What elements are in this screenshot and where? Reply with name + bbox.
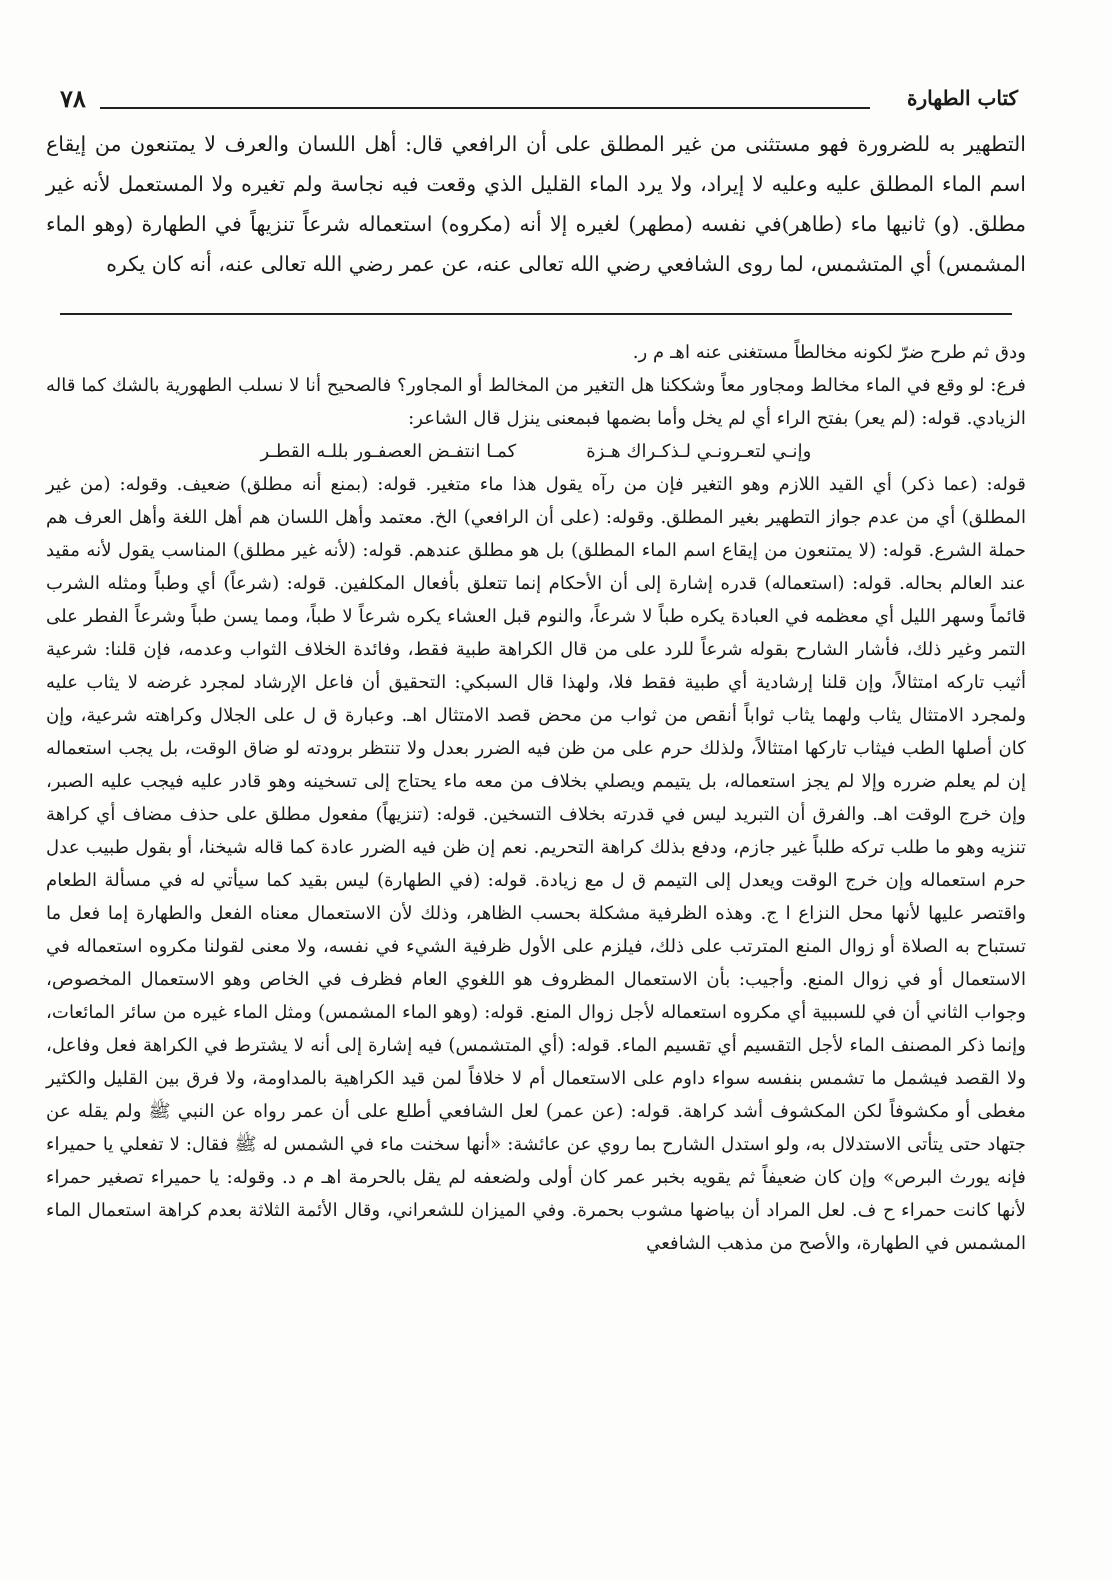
commentary-paragraph-2: فرع: لو وقع في الماء مخالط ومجاور معاً وشككنا هل التغير من المخالط أو المجاور؟ فالصحيح أنا لا نسلب الطهورية بالشك كما قاله الزيادي. قوله: (لم يعر) بفتح الراء أي لم يخل وأما بضمها فبمعنى ينزل قال الشاعر: xyxy=(46,375,1026,429)
verse-hemistich-left: كمـا انتفـض العصفـور بللـه القطـر xyxy=(260,441,517,462)
running-title: كتاب الطهارة xyxy=(907,86,1018,110)
page-number: ٧٨ xyxy=(60,84,86,113)
verse-hemistich-right: وإنـي لتعـرونـي لـذكـراك هـزة xyxy=(586,441,812,462)
main-text-block: التطهير به للضرورة فهو مستثنى من غير المطلق على أن الرافعي قال: أهل اللسان والعرف لا يمتنعون من إيقاع اسم الماء المطلق عليه وعليه لا إيراد، ولا يرد الماء القليل الذي وقعت فيه نجاسة ولم تغيره ولا المستعمل لأنه غير مطلق. (و) ثانيها ماء (طاهر)في نفسه (مطهر) لغيره إلا أنه (مكروه) استعماله شرعاً تنزيهاً في الطهارة (وهو الماء المشمس) أي المتشمس، لما روى الشافعي رضي الله تعالى عنه، عن عمر رضي الله تعالى عنه، أنه كان يكره xyxy=(46,132,1026,276)
poetry-verse xyxy=(46,435,1026,468)
commentary-block xyxy=(46,336,1026,1260)
page-header xyxy=(60,84,1018,120)
commentary-paragraph-3: قوله: (عما ذكر) أي القيد اللازم وهو التغير فإن من رآه يقول هذا ماء متغير. قوله: (بمنع أنه مطلق) ضعيف. وقوله: (من غير المطلق) أي من عدم جواز التطهير بغير المطلق. وقوله: (على أن الرافعي) الخ. معتمد وأهل اللسان هم أهل اللغة وأهل العرف هم حملة الشرع. قوله: (لا يمتنعون من إيقاع اسم الماء المطلق) بل هو مطلق عندهم. قوله: (لأنه غير مطلق) المناسب يقول لأنه مقيد عند العالم بحاله. قوله: (استعماله) قدره إشارة إلى أن الأحكام إنما تتعلق بأفعال المكلفين. قوله: (شرعاً) أي وطباً ومثله الشرب قائماً وسهر الليل أي معظمه في العبادة يكره طباً لا شرعاً، والنوم قبل العشاء يكره شرعاً لا طباً، ومما يسن طباً وشرعاً الفطر على التمر وغير ذلك، فأشار الشارح بقوله شرعاً للرد على من قال الكراهة طبية فقط، وفائدة الخلاف الثواب وعدمه، فإن قلنا: شرعية أثيب تاركه امتثالاً، وإن قلنا إرشادية أي طبية فقط فلا، ولهذا قال السبكي: التحقيق أن فاعل الإرشاد لمجرد غرضه لا يثاب عليه ولمجرد الامتثال يثاب ولهما يثاب ثواباً أنقص من ثواب من محض قصد الامتثال اهـ. وعبارة ق ل على الجلال وكراهته شرعية، وإن كان أصلها الطب فيثاب تاركها امتثالاً، ولذلك حرم على من ظن فيه الضرر بعدل ولا تنتظر برودته لو ضاق الوقت، بل يجب استعماله إن لم يعلم ضرره وإلا لم يجز استعماله، بل يتيمم ويصلي بخلاف من معه ماء يحتاج إلى تسخينه وهو قادر عليه فيجب عليه الصبر، وإن خرج الوقت اهـ. والفرق أن التبريد ليس في قدرته بخلاف التسخين. قوله: (تنزيهاً) مفعول مطلق على حذف مضاف أي كراهة تنزيه وهو ما طلب تركه طلباً غير جازم، ودفع بذلك كراهة التحريم. نعم إن ظن فيه الضرر عادة كما قاله شيخنا، أو بقول طبيب عدل حرم استعماله وإن خرج الوقت ويعدل إلى التيمم ق ل مع زيادة. قوله: (في الطهارة) ليس بقيد كما سيأتي له في مسألة الطعام واقتصر عليها لأنها محل النزاع ا ج. وهذه الظرفية مشكلة بحسب الظاهر، وذلك لأن الاستعمال معناه الفعل والطهارة إما فعل ما تستباح به الصلاة أو زوال المنع المترتب على ذلك، فيلزم على الأول ظرفية الشيء في نفسه، ولا معنى لقولنا مكروه استعماله في الاستعمال أو في زوال المنع. وأجيب: بأن الاستعمال المظروف هو اللغوي العام فظرف في الخاص وهو الاستعمال المخصوص، وجواب الثاني أن في للسببية أي مكروه استعماله لأجل زوال المنع. قوله: (وهو الماء المشمس) ومثل الماء غيره من سائر المائعات، وإنما ذكر المصنف الماء لأجل التقسيم أي تقسيم الماء. قوله: (أي المتشمس) فيه إشارة إلى أنه لا يشترط في الكراهة فعل وفاعل، ولا القصد فيشمل ما تشمس بنفسه سواء داوم على الاستعمال أم لا خلافاً لمن قيد الكراهية بالمداومة، ولا فرق بين القليل والكثير مغطى أو مكشوفاً لكن المكشوف أشد كراهة. قوله: (عن عمر) لعل الشافعي أطلع على أن عمر رواه عن النبي ﷺ ولم يقله عن جتهاد حتى يتأتى الاستدلال به، ولو استدل الشارح بما روي عن عائشة: «أنها سخنت ماء في الشمس له ﷺ فقال: لا تفعلي يا حميراء فإنه يورث البرص» وإن كان ضعيفاً ثم يقويه بخبر عمر كان أولى ولضعفه لم يقل بالحرمة اهـ م د. وقوله: يا حميراء تصغير حمراء لأنها كانت حمراء ح ف. لعل المراد أن بياضها مشوب بحمرة. وفي الميزان للشعراني، وقال الأئمة الثلاثة بعدم كراهة استعمال الماء المشمس في الطهارة، والأصح من مذهب الشافعي xyxy=(46,474,1027,1254)
header-rule xyxy=(100,107,870,109)
footnote-separator xyxy=(60,313,1012,315)
commentary-paragraph-1: ودق ثم طرح ضرّ لكونه مخالطاً مستغنى عنه اهـ م ر. xyxy=(632,342,1026,363)
